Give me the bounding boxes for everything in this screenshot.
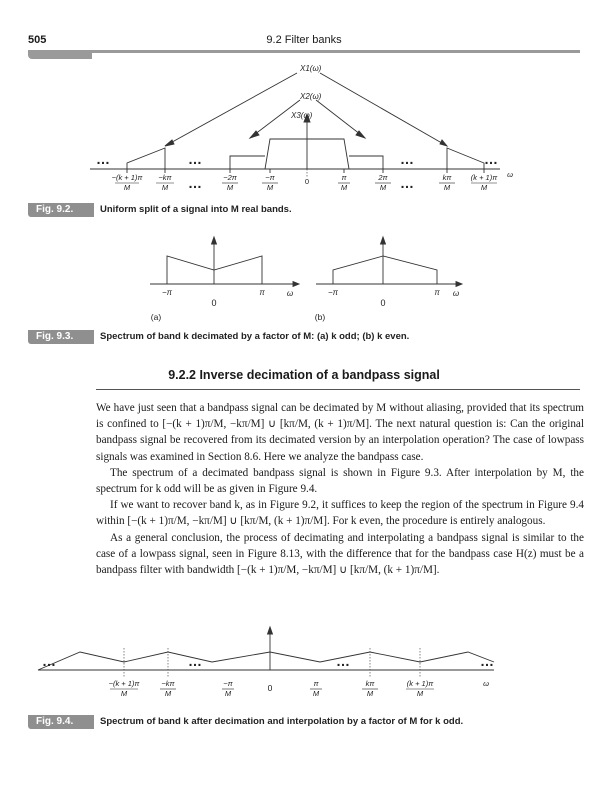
fig93a-neg-pi: −π (161, 288, 173, 297)
fig92-tick-label: 2π (378, 173, 388, 182)
page-number: 505 (28, 34, 47, 46)
svg-text:M: M (379, 183, 387, 192)
fig92-label-x3: X3(ω) (291, 111, 313, 120)
fig92-tick-label: (k + 1)π (470, 173, 498, 182)
fig92-tick-label: −π (265, 173, 275, 182)
fig93a-omega: ω (286, 289, 294, 298)
svg-text:M: M (161, 183, 169, 192)
fig92-omega: ω (507, 170, 513, 179)
svg-text:M: M (312, 689, 320, 698)
section-rule (96, 389, 580, 390)
fig92-label-x1: X1(ω) (300, 64, 322, 73)
paragraph: As a general conclusion, the process of decimating and interpolating a bandpass signal is similar to the case of a lowpass signal, seen in Figure 8.13, with the difference that for the bandpass case H(z) must be a bandpass filter with bandwidth [−(k + 1)π/M, −kπ/M] ∪ [kπ/M, (k + 1)π/M]. (96, 531, 584, 577)
header-rule (92, 50, 580, 53)
svg-text:…: … (188, 175, 202, 191)
fig92-ellipsis: … (96, 151, 110, 167)
svg-text:M: M (266, 183, 274, 192)
fig92-tick-label: π (341, 173, 347, 182)
fig93-tag: Fig. 9.3. (28, 330, 94, 344)
body-text (96, 400, 584, 578)
svg-text:M: M (366, 689, 374, 698)
svg-text:…: … (480, 653, 494, 669)
fig93b-label: (b) (314, 312, 326, 322)
fig94-tick-label: −(k + 1)π (108, 679, 140, 688)
fig94-tag: Fig. 9.4. (28, 715, 94, 729)
figure-9-3 (0, 232, 608, 332)
fig92-label-x2: X2(ω) (300, 92, 322, 101)
figure-9-4 (0, 622, 608, 712)
svg-text:…: … (188, 151, 202, 167)
fig93-caption: Spectrum of band k decimated by a factor of M: (a) k odd; (b) k even. (100, 331, 410, 342)
figure-9-2 (0, 60, 608, 260)
fig93a-zero: 0 (211, 298, 217, 308)
paragraph: The spectrum of a decimated bandpass signal is shown in Figure 9.3. After interpolation by M, the spectrum for k odd will be as given in Figure 9.4. (96, 466, 584, 496)
paragraph: We have just seen that a bandpass signal can be decimated by M without aliasing, provided that its spectrum is confined to [−(k + 1)π/M, −kπ/M] ∪ [kπ/M, (k + 1)π/M]. The next natural question is: Can the original bandpass signal be recovered from its decimated version by an interpolation operation? The case of lowpass signals was examined in Section 8.6. Here we analyze the bandpass case. (96, 402, 584, 463)
fig93a-pi: π (259, 288, 265, 297)
fig94-tick-label: −kπ (161, 679, 175, 688)
svg-text:M: M (224, 689, 232, 698)
fig92-band-left (127, 148, 165, 169)
fig94-tick-label: kπ (365, 679, 375, 688)
svg-text:M: M (226, 183, 234, 192)
fig92-tag: Fig. 9.2. (28, 203, 94, 217)
fig92-tick-label: 0 (304, 177, 310, 186)
fig93a-spectrum (167, 256, 262, 284)
svg-text:M: M (123, 183, 131, 192)
fig92-tick-label: −kπ (158, 173, 172, 182)
fig94-tick-label: π (313, 679, 319, 688)
running-head: 9.2 Filter banks (266, 34, 342, 46)
svg-text:M: M (340, 183, 348, 192)
svg-text:M: M (480, 183, 488, 192)
fig94-ellipsis: … (42, 653, 56, 669)
svg-text:…: … (400, 151, 414, 167)
fig93b-omega: ω (452, 289, 460, 298)
svg-text:…: … (336, 653, 350, 669)
svg-text:M: M (416, 689, 424, 698)
fig94-omega: ω (483, 679, 489, 688)
fig92-band-right (447, 148, 484, 169)
fig93b-zero: 0 (380, 298, 386, 308)
fig93a-label: (a) (150, 312, 162, 322)
fig94-tick-label: 0 (267, 683, 273, 693)
svg-text:…: … (484, 151, 498, 167)
fig92-tick-label: −2π (223, 173, 237, 182)
paragraph: If we want to recover band k, as in Figure 9.2, it suffices to keep the region of the spectrum in Figure 9.4 within [−(k + 1)π/M, −kπ/M] ∪ [kπ/M, (k + 1)π/M]. For k even, the procedure is entirely analogous. (96, 499, 584, 528)
svg-text:M: M (164, 689, 172, 698)
fig93b-pi: π (434, 288, 440, 297)
svg-text:…: … (400, 175, 414, 191)
fig92-tick-label: kπ (442, 173, 452, 182)
svg-text:M: M (120, 689, 128, 698)
fig94-caption: Spectrum of band k after decimation and interpolation by a factor of M for k odd. (100, 716, 464, 727)
fig92-caption: Uniform split of a signal into M real bands. (100, 204, 292, 215)
fig93b-spectrum (333, 256, 437, 284)
section-title: 9.2.2 Inverse decimation of a bandpass signal (168, 368, 440, 382)
svg-text:…: … (188, 653, 202, 669)
fig93b-neg-pi: −π (327, 288, 339, 297)
header-tab-decoration (28, 50, 92, 59)
fig94-spectrum (38, 652, 494, 670)
svg-text:M: M (443, 183, 451, 192)
fig94-tick-label: −π (223, 679, 233, 688)
fig94-tick-label: (k + 1)π (406, 679, 434, 688)
fig92-tick-label: −(k + 1)π (111, 173, 143, 182)
